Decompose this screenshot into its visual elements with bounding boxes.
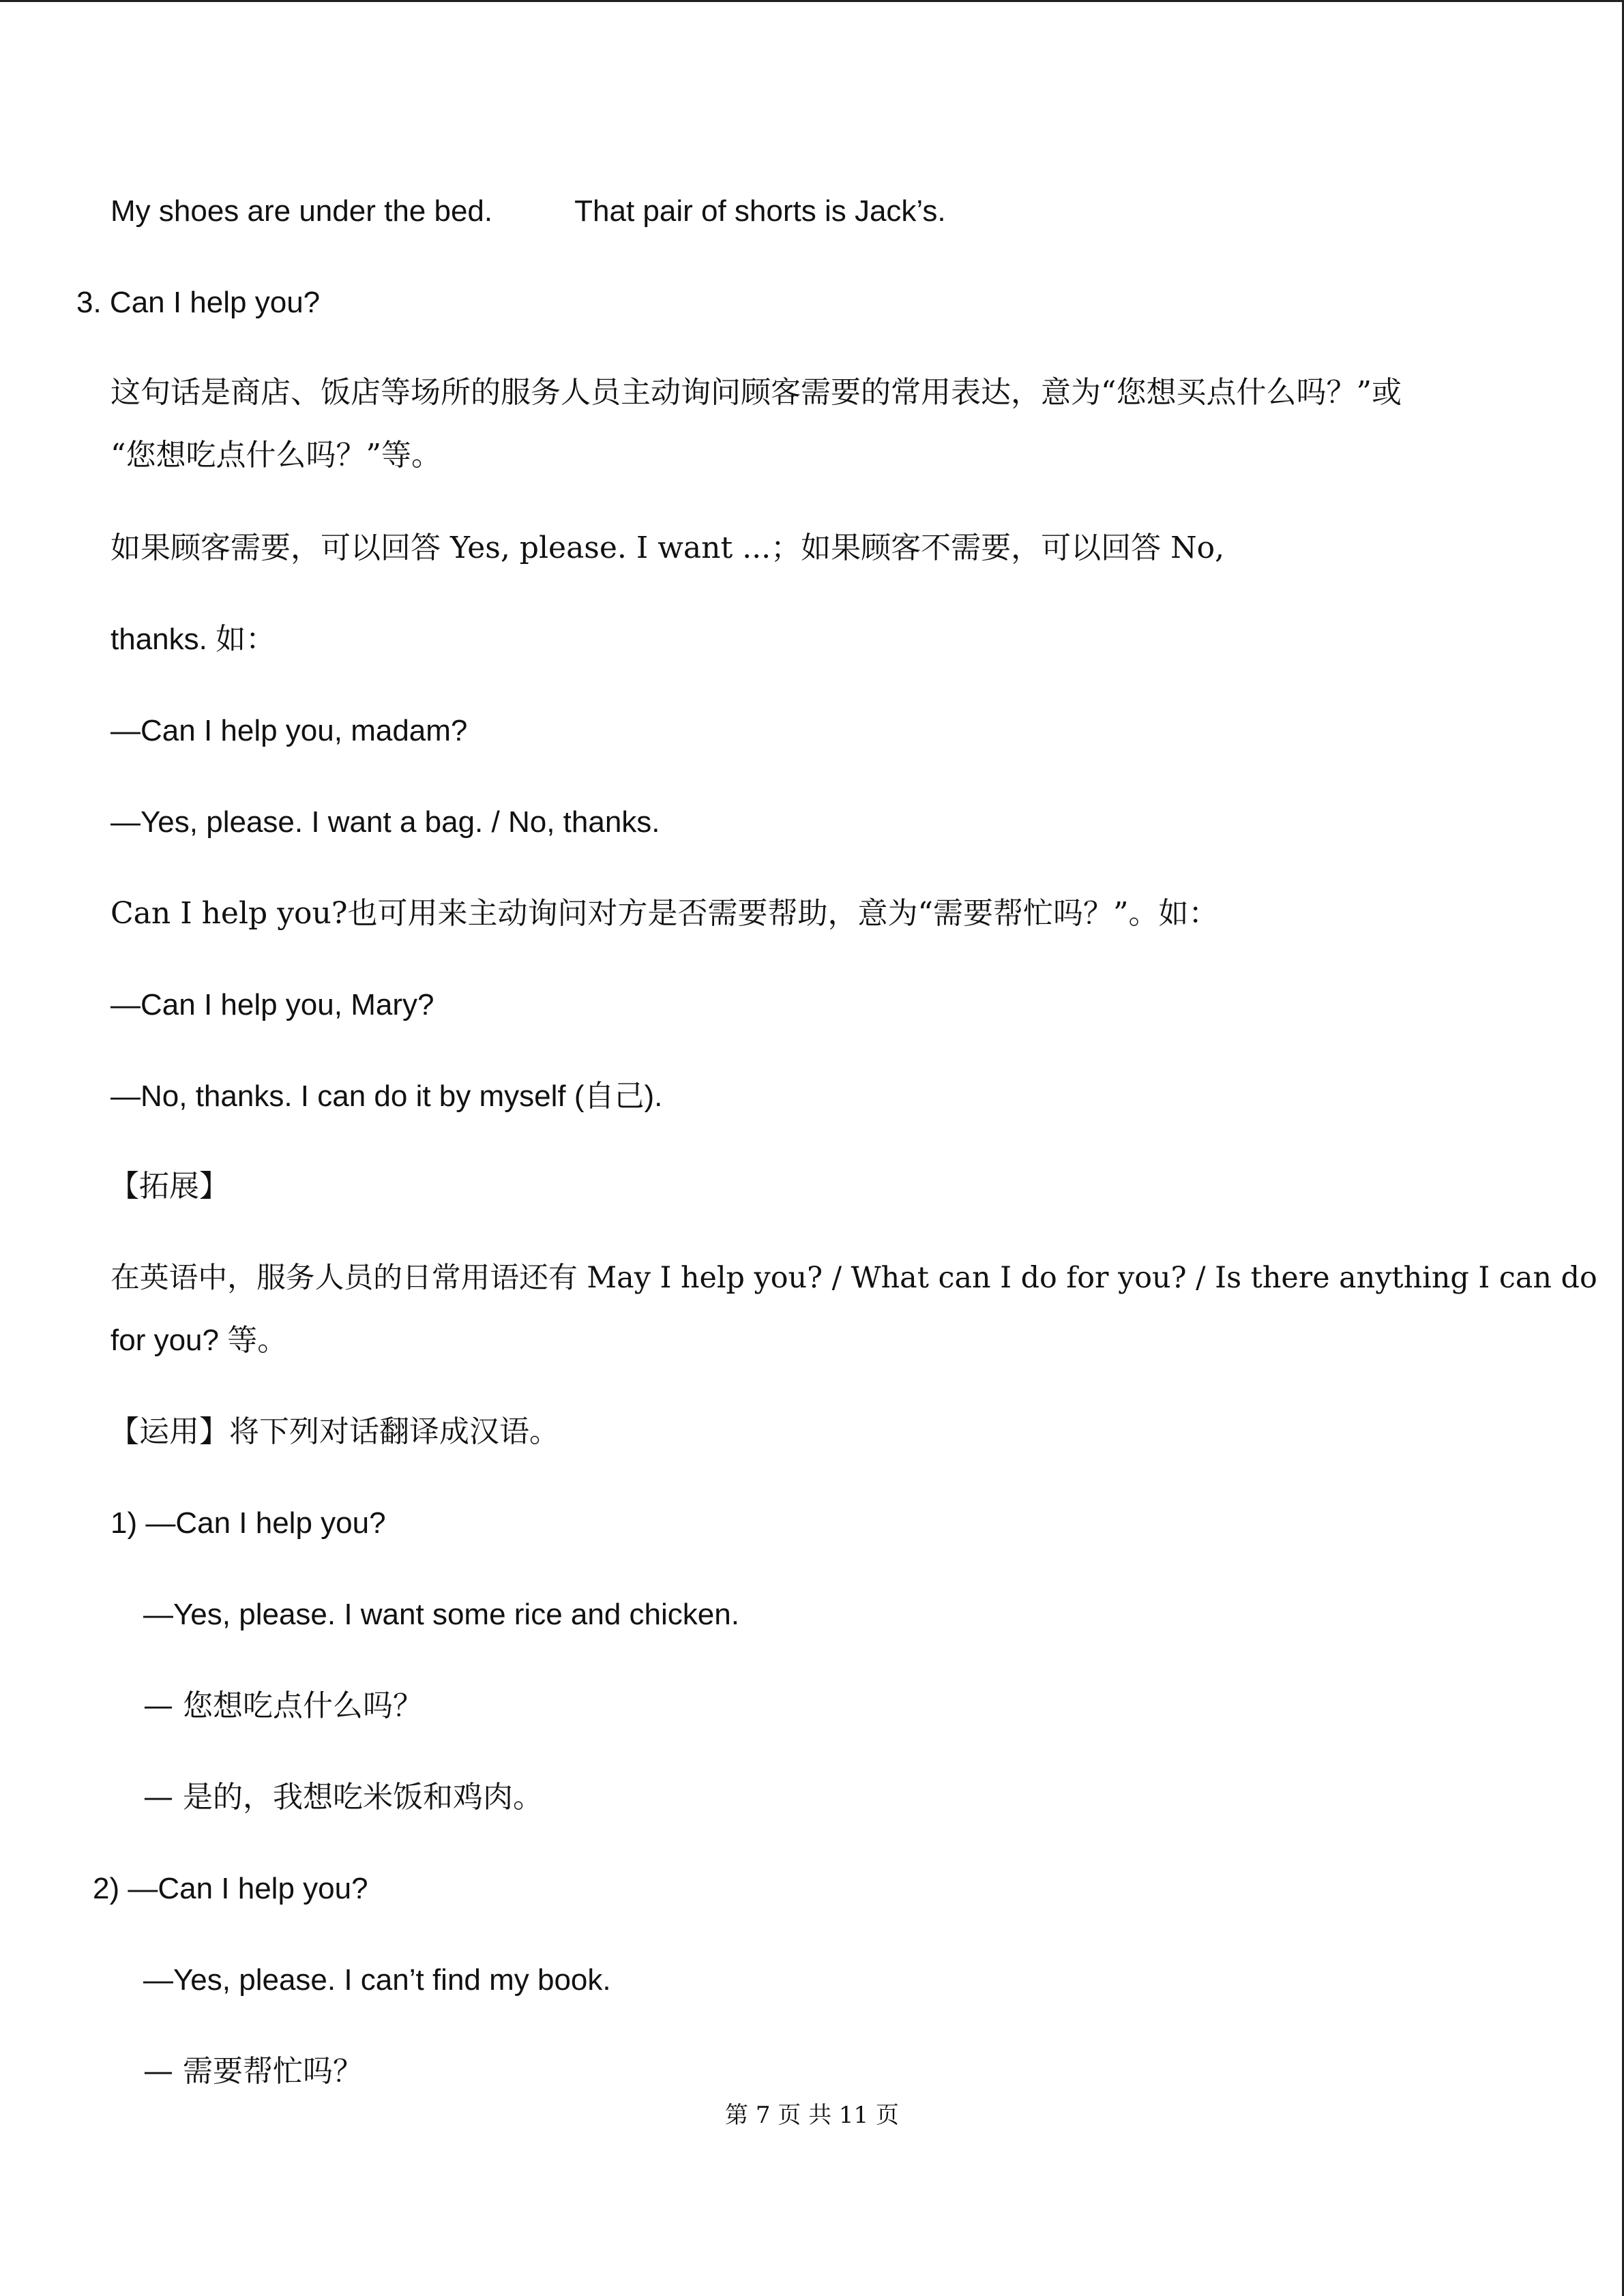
extension-paragraph-line-1: 在英语中，服务人员的日常用语还有 May I help you? / What can I do for you? / Is there anything I can do (110, 1261, 1597, 1295)
exercise-2-answer: —Yes, please. I can’t find my book. (143, 1963, 611, 1997)
example-sentences-line (110, 192, 946, 230)
practice-label: 【运用】将下列对话翻译成汉语。 (109, 1414, 559, 1449)
exercise-1-translation-2: — 是的，我想吃米饭和鸡肉。 (143, 1780, 543, 1815)
page-number-footer: 第 7 页 共 11 页 (725, 2102, 899, 2129)
reply-paragraph-line-1: 如果顾客需要，可以回答 Yes, please. I want ...；如果顾客不需要，可以回答 No, (110, 531, 1225, 565)
exercise-1-answer: —Yes, please. I want some rice and chicken. (143, 1598, 739, 1631)
exercise-1-question: 1) —Can I help you? (110, 1506, 386, 1540)
extension-label: 【拓展】 (109, 1169, 229, 1204)
example-2-question: —Can I help you, Mary? (110, 988, 434, 1022)
example-1-question: —Can I help you, madam? (110, 714, 468, 747)
example-2-answer: —No, thanks. I can do it by myself (自己). (110, 1079, 663, 1113)
example-1-answer: —Yes, please. I want a bag. / No, thanks. (110, 805, 660, 839)
exercise-2-question: 2) —Can I help you? (93, 1872, 368, 1905)
exercise-2-translation-1: — 需要帮忙吗？ (143, 2054, 363, 2089)
reply-paragraph-line-2: thanks. 如： (110, 623, 276, 656)
help-usage-paragraph: Can I help you?也可用来主动询问对方是否需要帮助，意为“需要帮忙吗？”。如： (110, 896, 1219, 931)
top-border (0, 0, 1624, 2)
exercise-1-translation-1: — 您想吃点什么吗？ (143, 1688, 423, 1723)
section-3-heading: 3. Can I help you? (76, 286, 321, 319)
extension-paragraph-line-2: for you? 等。 (110, 1324, 288, 1357)
example-sentence-shorts: That pair of shorts is Jack’s. (574, 194, 946, 228)
example-sentence-shoes: My shoes are under the bed. (110, 194, 493, 228)
intro-paragraph-line-2: “您想吃点什么吗？”等。 (110, 438, 441, 473)
intro-paragraph-line-1: 这句话是商店、饭店等场所的服务人员主动询问顾客需要的常用表达，意为“您想买点什么吗？”或 (110, 375, 1402, 410)
